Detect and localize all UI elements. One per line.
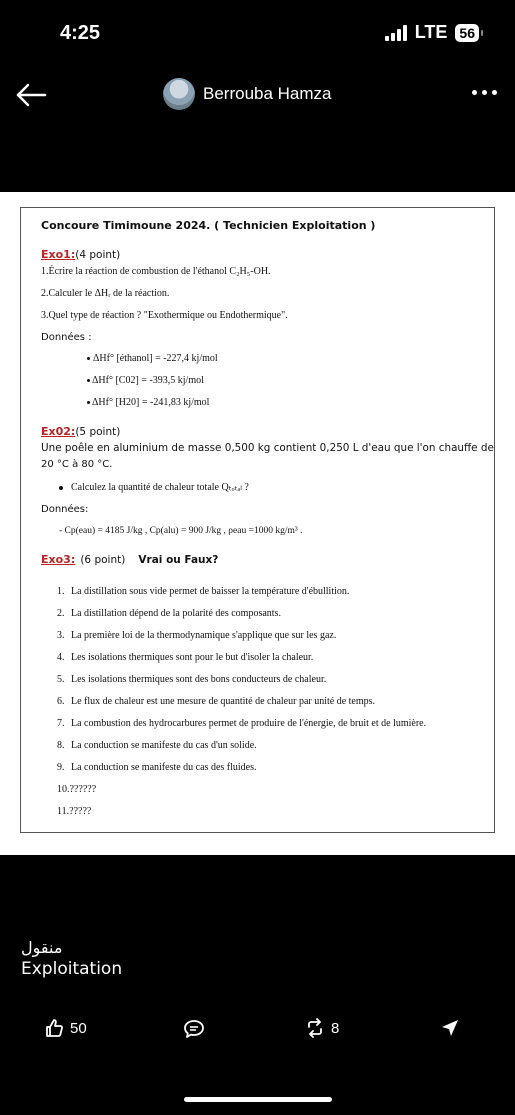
item-text: La distillation sous vide permet de baisser la température d'ébullition. <box>71 586 350 597</box>
list-item <box>57 784 477 796</box>
battery-icon: 56 <box>455 24 479 42</box>
comment-icon <box>183 1019 205 1039</box>
item-text: La combustion des hydrocarbures permet de produire de l'énergie, de bruit et de lumière. <box>71 718 427 729</box>
item-text: La première loi de la thermodynamique s'applique que sur les gaz. <box>71 630 337 641</box>
list-item <box>57 718 477 730</box>
ex2-text-line-1: Une poêle en aluminium de masse 0,500 kg contient 0,250 L d'eau que l'on chauffe de <box>41 442 494 454</box>
item-number: 10. <box>57 784 70 795</box>
list-item <box>57 740 477 752</box>
caption-arabic: منقول <box>21 938 63 957</box>
item-text: La conduction se manifeste du cas d'un solide. <box>71 740 257 751</box>
list-item <box>57 608 477 620</box>
item-number: 8. <box>57 740 65 751</box>
status-time: 4:25 <box>60 22 101 44</box>
list-item <box>57 696 477 708</box>
post-image[interactable] <box>0 192 515 855</box>
action-bar <box>0 1016 515 1042</box>
exam-document <box>20 207 495 833</box>
list-item <box>57 630 477 642</box>
item-number: 5. <box>57 674 65 685</box>
repost-icon <box>305 1018 325 1038</box>
post-caption <box>21 938 122 979</box>
ex2-data-line: - Cp(eau) = 4185 J/kg , Cp(alu) = 900 J/kg , ρeau =1000 kg/m³ . <box>59 526 303 536</box>
document-title: Concoure Timimoune 2024. ( Technicien Exploitation ) <box>41 219 376 232</box>
item-number: 9. <box>57 762 65 773</box>
item-number: 1. <box>57 586 65 597</box>
thumbs-up-icon <box>44 1018 64 1038</box>
comment-button[interactable] <box>183 1019 205 1039</box>
ex3-label: Exo3: <box>41 553 76 566</box>
ex1-question-1: 1.Écrire la réaction de combustion de l'éthanol C₂H₅-OH. <box>41 266 271 277</box>
ex1-data-2-text: ΔHf° [C02] = -393,5 kj/mol <box>92 375 204 386</box>
ex3-title: Vrai ou Faux? <box>138 554 219 566</box>
ex3-header <box>41 548 218 567</box>
like-count: 50 <box>70 1019 87 1037</box>
ex1-donnees: Données : <box>41 332 92 343</box>
ex1-points: (4 point) <box>75 249 121 261</box>
network-type: LTE <box>414 22 448 42</box>
status-indicators <box>385 22 479 43</box>
ex2-question-text: Calculez la quantité de chaleur totale Qₜₒₜₐₗ ? <box>71 482 249 493</box>
item-text: Le flux de chaleur est une mesure de quantité de chaleur par unité de temps. <box>71 696 376 707</box>
ex2-question <box>59 482 249 493</box>
ex3-points: (6 point) <box>80 554 126 566</box>
list-item <box>57 652 477 664</box>
like-button[interactable] <box>44 1018 87 1038</box>
true-false-list <box>57 586 477 828</box>
ex1-label: Exo1: <box>41 248 76 261</box>
item-number: 2. <box>57 608 65 619</box>
ex1-data-2 <box>87 375 204 386</box>
item-number: 7. <box>57 718 65 729</box>
ex1-header <box>41 243 120 262</box>
ex2-header <box>41 420 120 439</box>
item-number: 11. <box>57 806 70 817</box>
repost-count: 8 <box>331 1019 340 1037</box>
item-text: La conduction se manifeste du cas des fluides. <box>71 762 257 773</box>
arrow-left-icon[interactable] <box>14 80 48 110</box>
avatar[interactable] <box>163 78 195 110</box>
ex2-label: Ex02: <box>41 425 76 438</box>
item-text: La distillation dépend de la polarité des composants. <box>71 608 281 619</box>
signal-icon <box>385 25 407 41</box>
ex1-question-2: 2.Calculer le ΔHᵣ de la réaction. <box>41 288 170 299</box>
item-number: 6. <box>57 696 65 707</box>
list-item <box>57 806 477 818</box>
item-text: ?????? <box>69 784 97 795</box>
item-text: Les isolations thermiques sont des bons conducteurs de chaleur. <box>71 674 327 685</box>
status-bar <box>0 0 515 66</box>
more-horizontal-icon[interactable] <box>472 90 497 95</box>
ex1-data-1 <box>87 353 218 364</box>
item-text: Les isolations thermiques sont pour le but d'isoler la chaleur. <box>71 652 314 663</box>
ex1-question-3: 3.Quel type de réaction ? "Exothermique ou Endothermique". <box>41 310 288 321</box>
user-name[interactable]: Berrouba Hamza <box>203 84 332 103</box>
item-text: ????? <box>69 806 92 817</box>
list-item <box>57 674 477 686</box>
post-header <box>0 72 515 120</box>
repost-button[interactable] <box>305 1018 339 1038</box>
ex1-data-1-text: ΔHf° [éthanol] = -227,4 kj/mol <box>93 353 218 364</box>
ex1-data-3 <box>87 397 209 408</box>
item-number: 3. <box>57 630 65 641</box>
send-icon <box>440 1018 460 1038</box>
ex1-data-3-text: ΔHf° [H20] = -241,83 kj/mol <box>92 397 210 408</box>
share-button[interactable] <box>440 1018 460 1038</box>
ex2-points: (5 point) <box>75 426 121 438</box>
list-item <box>57 586 477 598</box>
list-item <box>57 762 477 774</box>
home-indicator[interactable] <box>184 1097 332 1102</box>
item-number: 4. <box>57 652 65 663</box>
ex2-text-line-2: 20 °C à 80 °C. <box>41 459 113 470</box>
ex2-donnees: Données: <box>41 504 89 515</box>
caption-text: Exploitation <box>21 959 123 979</box>
